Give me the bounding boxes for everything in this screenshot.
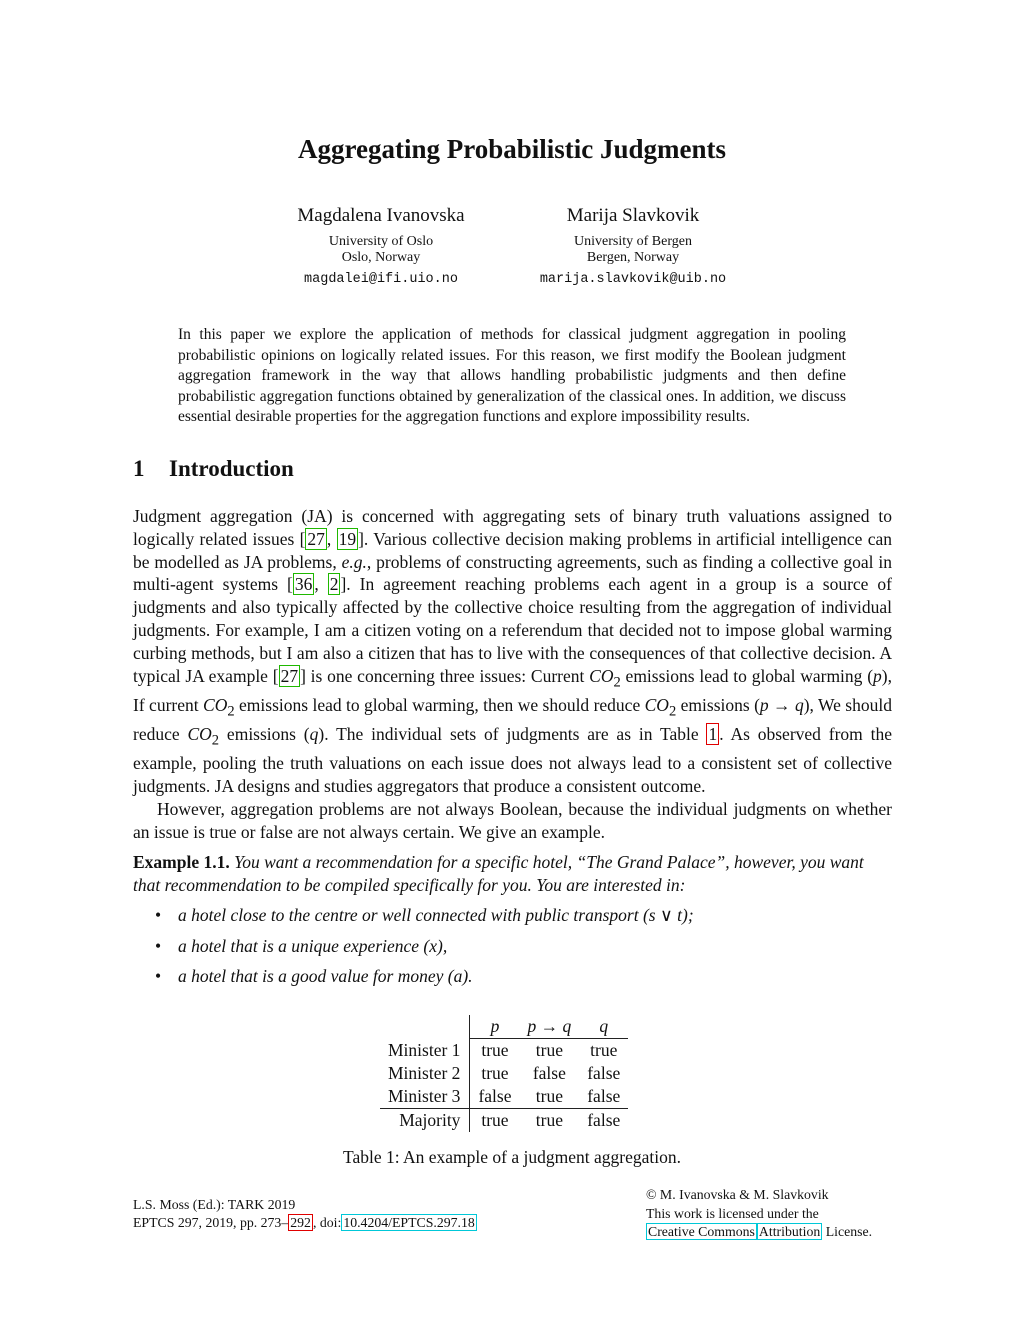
author-affiliation (251, 234, 511, 266)
table-cell: true (470, 1109, 520, 1133)
table-column-header: q (579, 1015, 628, 1039)
author-block-1 (251, 204, 511, 287)
table-header-row (380, 1015, 628, 1039)
footer-license-info (646, 1186, 872, 1242)
bullet-icon: • (155, 966, 162, 986)
list-item: • a hotel that is a unique experience (x), (155, 935, 855, 966)
table-cell: false (579, 1109, 628, 1133)
table-row-label: Minister 1 (380, 1039, 470, 1063)
affiliation-line: University of Bergen (574, 234, 692, 249)
table-row (380, 1039, 628, 1063)
author-block-2 (503, 204, 763, 287)
bullet-icon: • (155, 935, 162, 956)
last-page-link[interactable]: 292 (290, 1215, 311, 1230)
citation-link[interactable]: 36 (294, 574, 313, 595)
affiliation-line: University of Oslo (328, 234, 434, 249)
table-cell: false (478, 1086, 512, 1106)
table-cell: false (532, 1063, 566, 1083)
citation-link[interactable]: 2 (329, 574, 339, 595)
body-text (133, 505, 892, 844)
bullet-list (155, 904, 855, 996)
license-line: This work is licensed under the (646, 1205, 819, 1221)
table-column-header: p → q (519, 1015, 579, 1039)
table-cell: true (535, 1040, 563, 1060)
author-email: magdalei@ifi.uio.no (304, 272, 458, 287)
author-name: Marija Slavkovik (566, 205, 700, 226)
footer-line: L.S. Moss (Ed.): TARK 2019 (133, 1197, 296, 1212)
license-links: Creative Commons Attribution License. (648, 1224, 873, 1239)
table-column-header: p (470, 1015, 520, 1039)
author-name: Magdalena Ivanovska (297, 205, 465, 226)
table-row-majority (380, 1109, 628, 1133)
creative-commons-link[interactable]: Creative Commons (648, 1224, 755, 1239)
section-number: 1 (133, 456, 145, 481)
affiliation-line: Bergen, Norway (586, 250, 680, 265)
list-item: • a hotel close to the centre or well connected with public transport (s ∨ t); (155, 904, 855, 935)
footer-publication-info (133, 1196, 477, 1232)
table-cell: true (519, 1109, 579, 1133)
attribution-link[interactable]: Attribution (758, 1224, 821, 1239)
citation-link[interactable]: 27 (307, 528, 325, 549)
table-row-label: Minister 3 (380, 1085, 470, 1109)
paragraph-1: Judgment aggregation (JA) is concerned with aggregating sets of binary truth valuations assigned to logically related issues [ 27 , 19 ]. Various collective decision making problems in artificial intelligence can be modelled as JA problems, e.g., problems of constructing agreements, such as finding a collective goal in multi-agent systems [ 36 , 2 ]. In agreement reaching problems each agent in a group is a source of judgments and also typically affected by the collective choice resulting from the aggregation of individual judgments. For example, I am a citizen voting on a referendum that decided not to impose global warming curbing methods, but I am also a citizen that has to live with the consequences of that collective decision. A typical JA example [ 27 ] is one concerning three issues: Current $CO_2$ emissions lead to global warming (p), If current $CO_2$ emissions lead to global warming, then we should reduce $CO_2$ emissions (p → q), We should reduce $CO_2$ emissions (q). The individual sets of judgments are as in Table 1 . As observed from the example, pooling the truth valuations on each issue does not always lead to a consistent set of collective judgments. JA designs and studies aggregators that produce a consistent outcome. (133, 506, 892, 797)
table-cell: false (587, 1086, 621, 1106)
citation-link[interactable]: 19 (338, 528, 357, 549)
section-title: Introduction (169, 456, 294, 481)
table-cell: true (481, 1063, 509, 1083)
table-caption: Table 1: An example of a judgment aggregation. (343, 1147, 681, 1167)
paragraph-2: However, aggregation problems are not always Boolean, because the individual judgments on whether an issue is true or false are not always certain. We give an example. (133, 799, 892, 842)
bullet-icon: • (155, 905, 162, 925)
example-label: Example 1.1. (133, 852, 230, 872)
abstract: In this paper we explore the application of methods for classical judgment aggregation in pooling probabilistic opinions on logically related issues. For this reason, we first modify the Boolean judgment aggregation framework in the way that allows handling probabilistic judgments and then define probabilistic aggregation functions obtained by generalization of the classical ones. In addition, we discuss essential desirable properties for the aggregation functions and explore impossibility results. (178, 326, 846, 425)
citation-link[interactable]: 27 (280, 665, 299, 686)
footer-line: EPTCS 297, 2019, pp. 273– 292 , doi: 10.4204/EPTCS.297.18 (133, 1215, 475, 1230)
section-heading (133, 456, 294, 482)
table-row (380, 1062, 628, 1085)
judgment-table (380, 1015, 628, 1132)
table-row-label: Minister 2 (380, 1062, 470, 1085)
table-cell: false (587, 1063, 621, 1083)
paper-title: Aggregating Probabilistic Judgments (297, 134, 727, 164)
doi-link[interactable]: 10.4204/EPTCS.297.18 (343, 1215, 475, 1230)
list-item: • a hotel that is a good value for money (a). (155, 965, 855, 996)
table-cell: true (535, 1086, 563, 1106)
example-text: You want a recommendation for a specific hotel, “The Grand Palace”, however, you want that recommendation to be compiled specifically for you. You are interested in: (133, 852, 864, 895)
example-block (133, 851, 893, 897)
author-affiliation (503, 234, 763, 266)
table-row-label: Majority (380, 1109, 470, 1133)
affiliation-line: Oslo, Norway (341, 250, 421, 265)
author-email: marija.slavkovik@uib.no (539, 272, 727, 287)
table-cell: true (481, 1040, 509, 1060)
copyright-line: © M. Ivanovska & M. Slavkovik (646, 1187, 829, 1202)
table-row (380, 1085, 628, 1109)
table-ref-link[interactable]: 1 (708, 724, 718, 745)
table-cell: true (590, 1040, 618, 1060)
